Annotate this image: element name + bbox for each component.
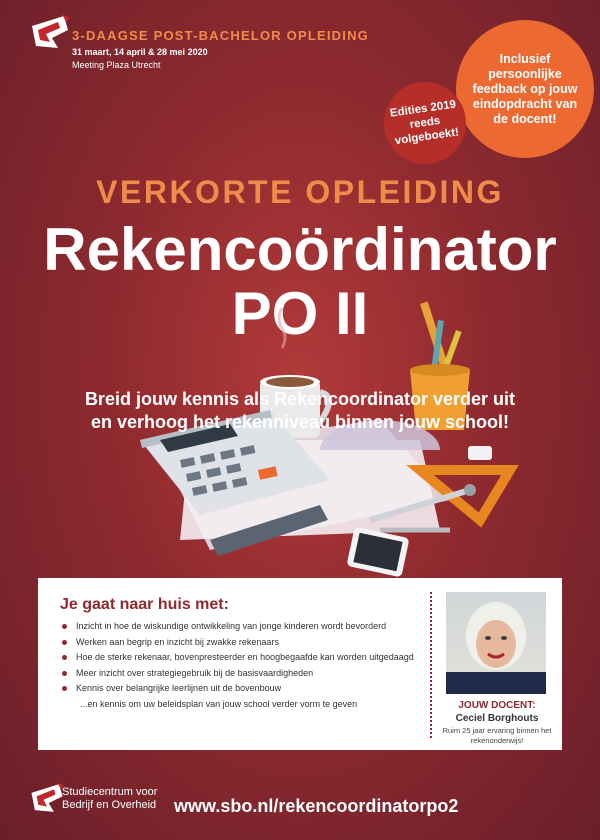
tagline-line2: en verhoog het rekenniveau binnen jouw school! — [90, 412, 510, 432]
phone-icon — [346, 527, 409, 578]
dotted-divider — [430, 592, 432, 738]
teacher-name: Ceciel Borghouts — [455, 713, 539, 724]
outcomes-heading: Je gaat naar huis met: — [60, 596, 229, 613]
org-line1: Studiecentrum voor — [62, 786, 158, 798]
course-tagline — [0, 388, 600, 434]
course-venue: Meeting Plaza Utrecht — [72, 60, 161, 70]
course-title-line2: PO II — [231, 280, 369, 347]
outcomes-list — [60, 620, 420, 713]
org-line2: Bedrijf en Overheid — [62, 799, 157, 811]
sold-out-badge-text: Edities 2019 reeds volgeboekt! — [389, 98, 460, 148]
list-item: Meer inzicht over strategiegebruik bij de basisvaardigheden — [60, 667, 420, 680]
header-title: 3-DAAGSE POST-BACHELOR OPLEIDING — [72, 28, 369, 43]
bullet-icon — [62, 640, 67, 645]
course-title-line1: Rekencoördinator — [43, 216, 557, 283]
teacher-description: Ruim 25 jaar ervaring binnen het rekenonderwijs! — [442, 726, 552, 745]
organisation-name — [62, 786, 182, 812]
list-item: Inzicht in hoe de wiskundige ontwikkeling van jonge kinderen wordt bevorderd — [60, 620, 420, 633]
list-item: Hoe de sterke rekenaar, bovenpresteerder en hoogbegaafde kan worden uitgedaagd — [60, 651, 420, 664]
bullet-icon — [62, 686, 67, 691]
course-dates: 31 maart, 14 april & 28 mei 2020 — [72, 47, 208, 57]
course-header — [72, 28, 369, 70]
course-subtitle: VERKORTE OPLEIDING — [96, 174, 504, 210]
tagline-line1: Breid jouw kennis als Rekencoordinator verder uit — [84, 389, 516, 409]
bullet-icon — [62, 624, 67, 629]
teacher-label: JOUW DOCENT: — [458, 700, 536, 711]
bullet-icon — [62, 671, 67, 676]
math-supplies-illustration — [120, 300, 540, 590]
feedback-badge-text: Inclusief persoonlijke feedback op jouw eindopdracht van de docent! — [472, 51, 578, 126]
list-item-extra: ...en kennis om uw beleidsplan van jouw school verder vorm te geven — [80, 698, 358, 709]
bullet-icon — [62, 655, 67, 660]
teacher-photo — [446, 592, 546, 694]
eraser-icon — [468, 446, 492, 460]
list-item: Kennis over belangrijke leerlijnen uit de bovenbouw — [60, 682, 420, 695]
feedback-badge — [456, 20, 594, 158]
list-item: Werken aan begrip en inzicht bij zwakke rekenaars — [60, 636, 420, 649]
sbo-logo-icon — [28, 780, 66, 816]
course-url-link[interactable]: www.sbo.nl/rekencoordinatorpo2 — [174, 796, 459, 816]
sbo-logo-icon — [28, 12, 72, 52]
learning-outcomes-box — [38, 578, 562, 750]
